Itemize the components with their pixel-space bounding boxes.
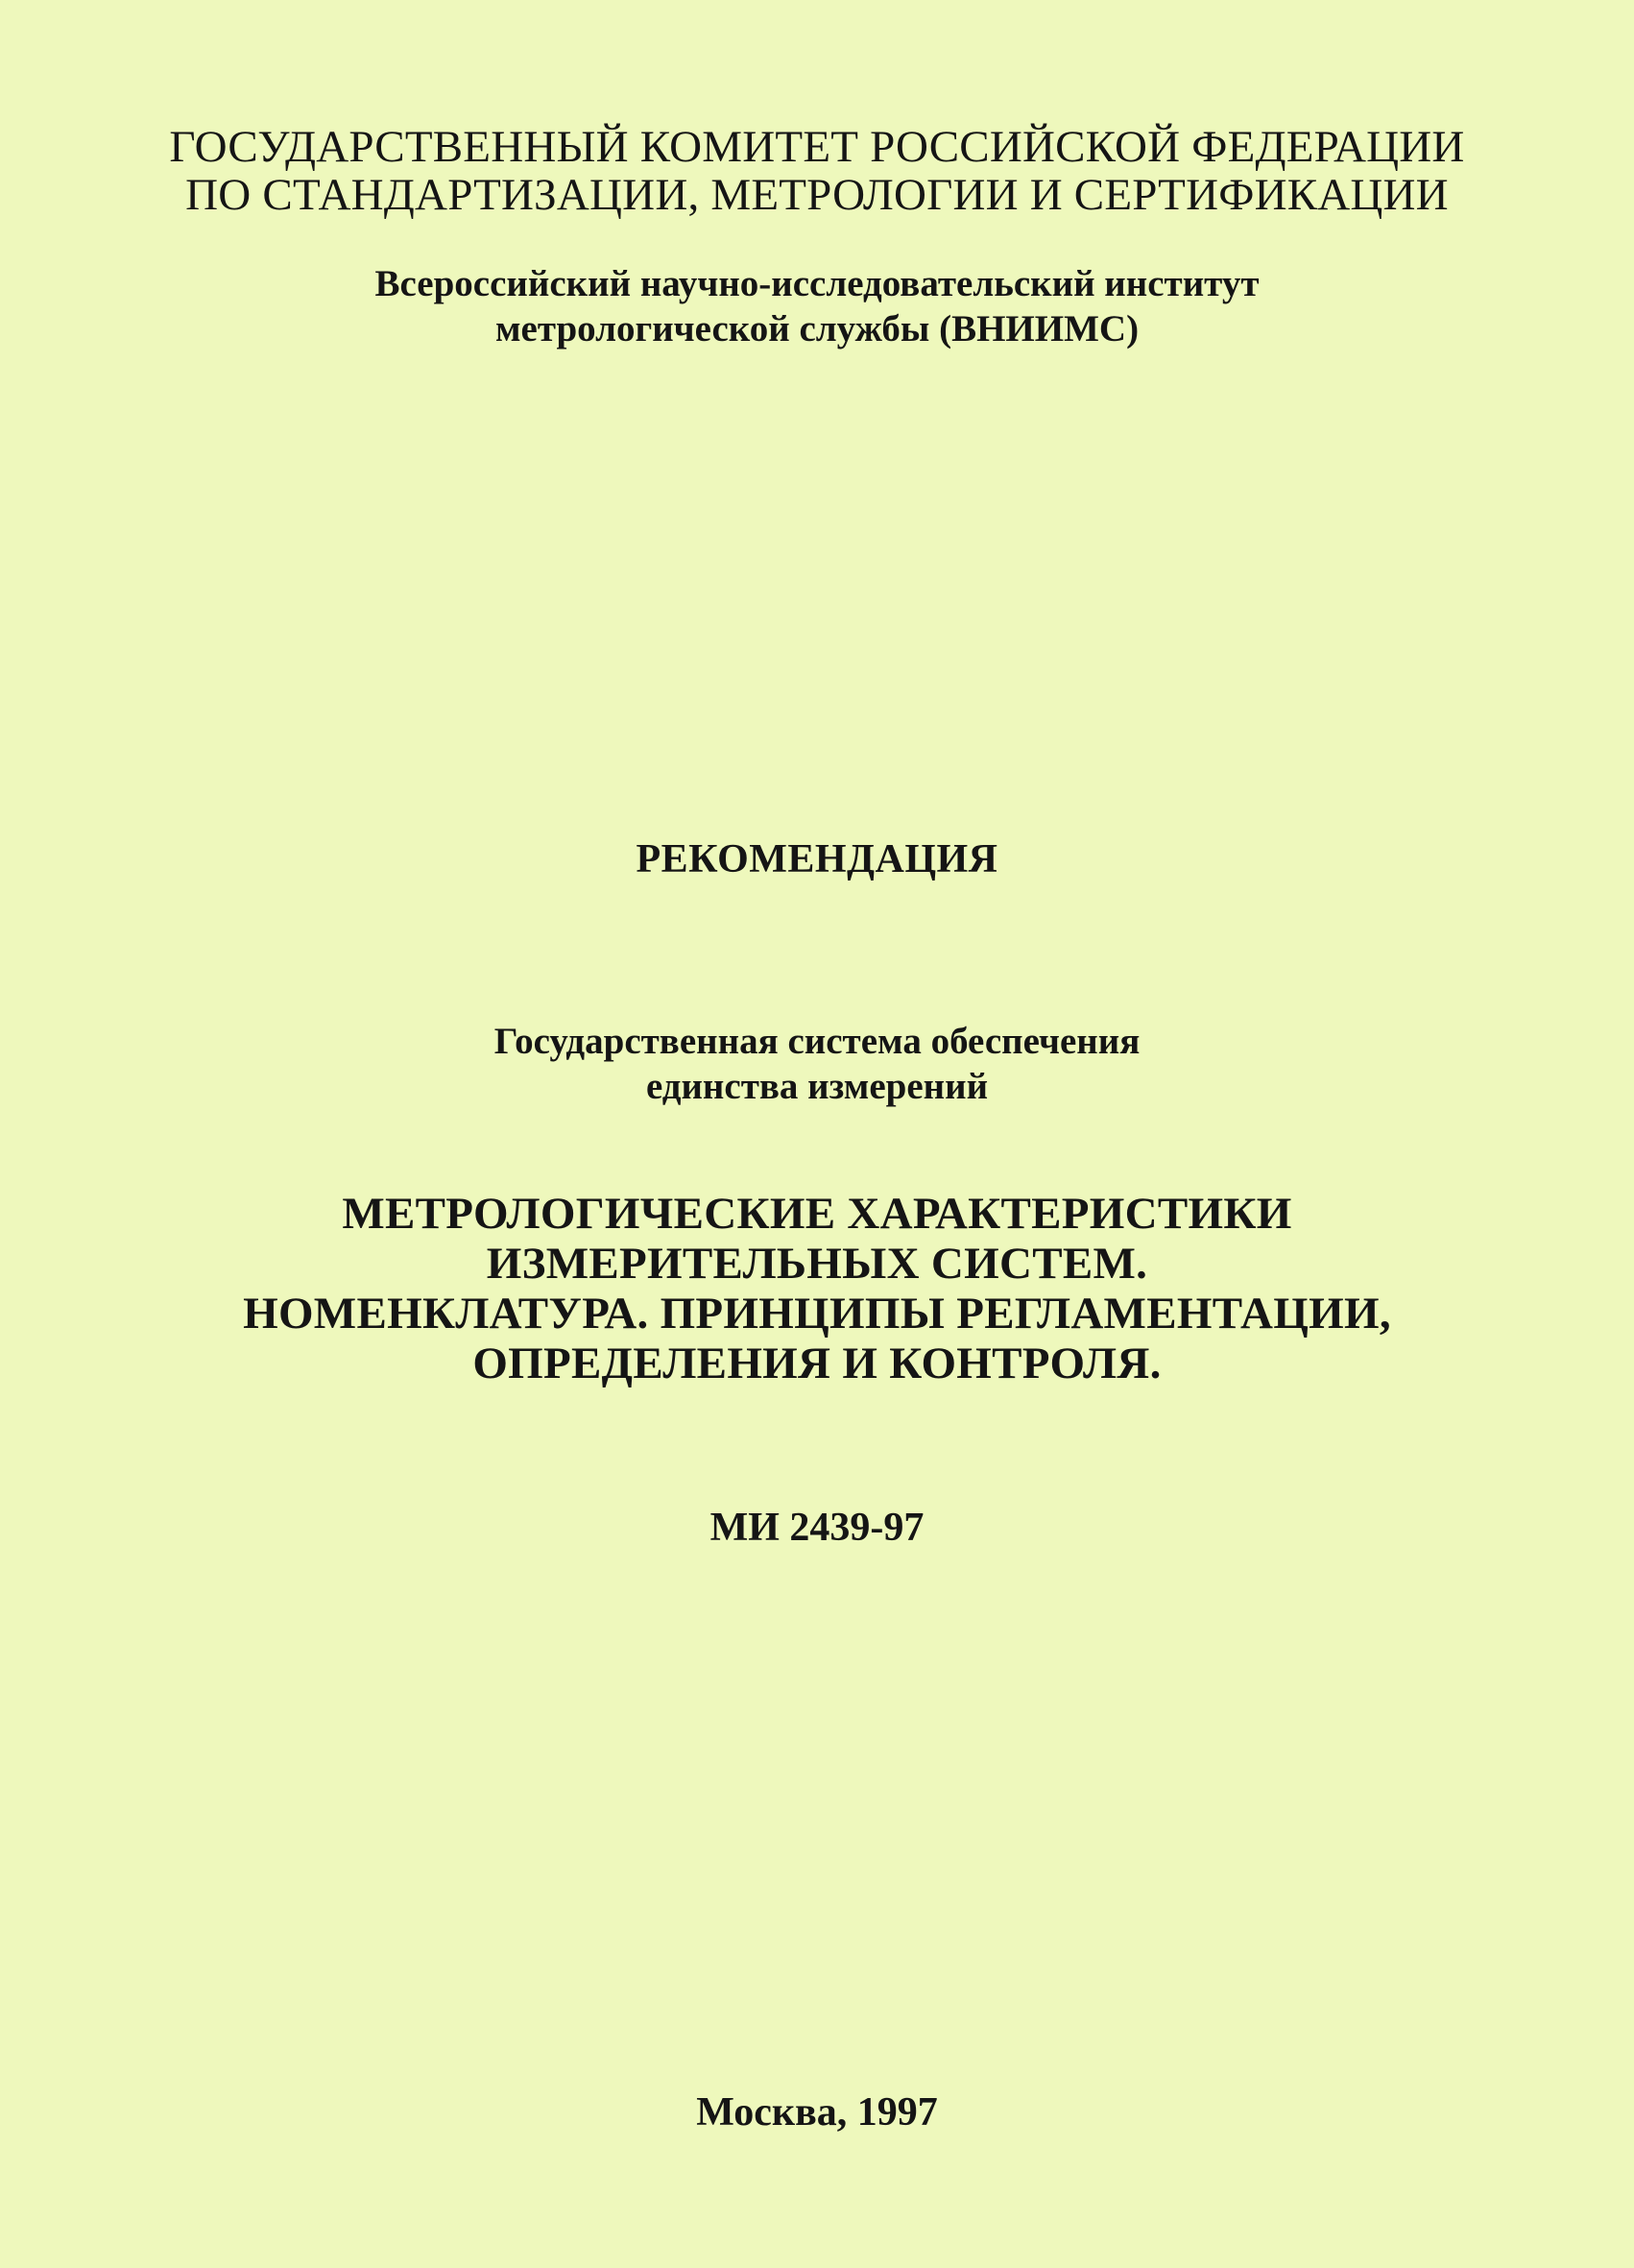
publication-place-year	[0, 2088, 1634, 2136]
institute-line-2: метрологической службы (ВНИИМС)	[494, 308, 1140, 350]
title-line-3: НОМЕНКЛАТУРА. ПРИНЦИПЫ РЕГЛАМЕНТАЦИИ,	[243, 1289, 1391, 1339]
place-year-label: Москва, 1997	[696, 2090, 938, 2135]
committee-line-1: ГОСУДАРСТВЕННЫЙ КОМИТЕТ РОССИЙСКОЙ ФЕДЕРАЦИИ	[169, 122, 1465, 172]
document-type	[0, 835, 1634, 883]
document-type-label: РЕКОМЕНДАЦИЯ	[636, 837, 998, 881]
title-line-1: МЕТРОЛОГИЧЕСКИЕ ХАРАКТЕРИСТИКИ	[342, 1189, 1292, 1239]
system-line-2: единства измерений	[645, 1066, 989, 1107]
document-code-label: МИ 2439-97	[709, 1506, 925, 1550]
institute-heading	[0, 261, 1634, 351]
title-line-2: ИЗМЕРИТЕЛЬНЫХ СИСТЕМ.	[486, 1239, 1148, 1289]
committee-line-2: ПО СТАНДАРТИЗАЦИИ, МЕТРОЛОГИИ И СЕРТИФИКАЦИИ	[185, 170, 1449, 220]
measurement-system	[0, 1019, 1634, 1109]
committee-heading	[0, 123, 1634, 219]
document-code	[0, 1504, 1634, 1552]
system-line-1: Государственная система обеспечения	[493, 1021, 1141, 1062]
institute-line-1: Всероссийский научно-исследовательский институт	[374, 263, 1260, 304]
document-title	[0, 1189, 1634, 1388]
title-line-4: ОПРЕДЕЛЕНИЯ И КОНТРОЛЯ.	[472, 1339, 1162, 1388]
